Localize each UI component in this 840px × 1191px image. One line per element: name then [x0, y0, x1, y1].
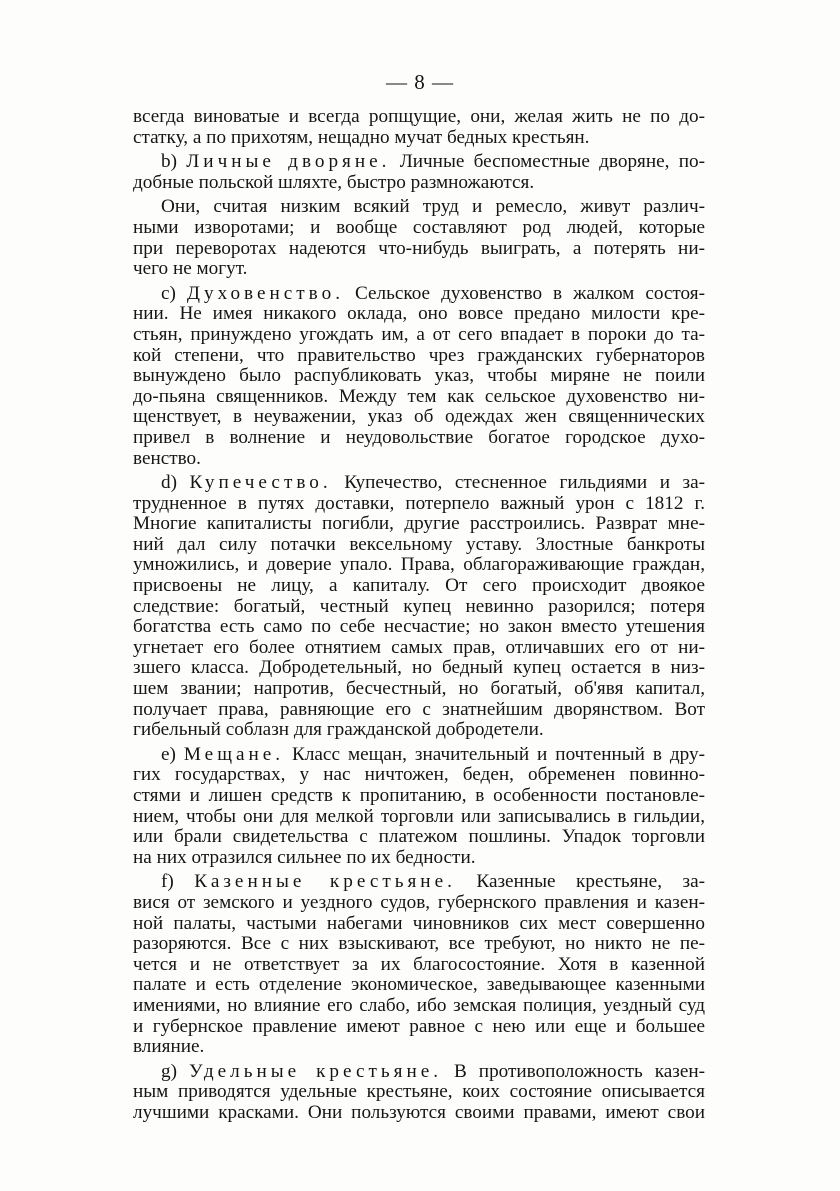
text-line: или брали свидетельства с платежом пошлины. Упадок торговли: [133, 827, 705, 848]
text-line: влияние.: [133, 1037, 205, 1058]
text-line: палате и есть отделение экономическое, заведывающее казенными: [133, 975, 705, 996]
section-text: Класс мещан, значительный и почтенный в дру-: [284, 744, 705, 765]
text-line: привел в волнение и неудовольствие богатое городское духо-: [133, 427, 705, 448]
section-heading: Купечество.: [189, 473, 332, 494]
text-line: лучшими красками. Они пользуются своими правами, имеют свои: [133, 1102, 705, 1123]
text-line: чется и не ответствует за их благосостояние. Хотя в казенной: [133, 954, 705, 975]
text-line: угнетает его более отнятием самых прав, отличавших его от ни-: [133, 637, 705, 658]
section-heading-line: [133, 1062, 705, 1083]
text-line: и губернское правление имеют равное с нею или еще и большее: [133, 1016, 705, 1037]
text-line: кой степени, что правительство чрез гражданских губернаторов: [133, 345, 705, 366]
text-line: ний дал силу потачки вексельному уставу. Злостные банкроты: [133, 534, 705, 555]
section-heading-line: [133, 152, 705, 173]
text-line: всегда виноватые и всегда ропщущие, они, желая жить не по до-: [133, 107, 705, 127]
section-text: Личные беспоместные дворяне, по-: [390, 152, 705, 173]
text-line: стями и лишен средств к пропитанию, в особенности постановле-: [133, 786, 705, 806]
text-line: до-пьяна священников. Между тем как сельское духовенство ни-: [133, 386, 705, 407]
section-text: В противоположность казен-: [442, 1061, 705, 1082]
text-line: следствие: богатый, честный купец невинно разорился; потеря: [133, 596, 705, 617]
text-line: гибельный соблазн для гражданской добродетели.: [133, 720, 544, 741]
text-line: богатства есть само по себе несчастие; но закон вместо утешения: [133, 617, 705, 638]
text-line: трудненное в путях доставки, потерпело важный урон с 1812 г.: [133, 493, 705, 514]
text-line: венство.: [133, 448, 201, 469]
text-line: Они, считая низким всякий труд и ремесло, живут различ-: [161, 197, 705, 218]
text-line: добные польской шляхте, быстро размножаются.: [133, 172, 535, 193]
page-number: — 8 —: [386, 70, 454, 94]
section-text: Купечество, стесненное гильдиями и за-: [331, 473, 705, 494]
section-letter: e): [161, 744, 184, 765]
text-line: разоряются. Все с них взыскивают, все требуют, но никто не пе-: [133, 934, 705, 955]
text-line: ной палаты, частыми набегами чиновников сих мест совершенно: [133, 913, 705, 934]
text-line: Многие капиталисты погибли, другие расстроились. Разврат мне-: [133, 514, 705, 535]
text-line: вися от земского и уездного судов, губернского правления и казен-: [133, 892, 705, 913]
text-line: чего не могут.: [133, 259, 248, 280]
text-line: ным приводятся удельные крестьяне, коих состояние описывается: [133, 1082, 705, 1103]
text-line: стьян, принуждено угождать им, а от сего впадает в пороки до та-: [133, 324, 705, 345]
text-line: вынуждено было распубликовать указ, чтобы миряне не поили: [133, 366, 705, 387]
text-line: умножились, и доверие упало. Права, облагораживающие граждан,: [133, 555, 705, 576]
section-text: Сельское духовенство в жалком состоя-: [344, 283, 705, 304]
text-line: ными изворотами; и вообще составляют род людей, которые: [133, 217, 705, 238]
section-heading-line: [133, 284, 705, 305]
text-line: на них отразился сильнее по их бедности.: [133, 847, 476, 868]
text-line: шем звании; напротив, бесчестный, но богатый, об'явя капитал,: [133, 679, 705, 700]
text-line: щенствует, в неуважении, указ об одеждах жен священнических: [133, 407, 705, 428]
text-line: присвоены не лицу, а капиталу. От сего происходит двоякое: [133, 576, 705, 597]
section-heading: Казенные крестьяне.: [194, 872, 456, 893]
text-line: гих государствах, у нас ничтожен, беден, обременен повинно-: [133, 765, 705, 786]
section-letter: g): [161, 1061, 189, 1082]
section-heading-line: [133, 872, 705, 893]
section-heading: Удельные крестьяне.: [188, 1061, 443, 1082]
text-line: при переворотах надеются что-нибудь выиграть, а потерять ни-: [133, 238, 705, 259]
section-heading: Мещане.: [183, 744, 285, 765]
section-heading-line: [133, 745, 705, 766]
text-line: статку, а по прихотям, нещадно мучат бедных крестьян.: [133, 127, 590, 148]
section-letter: b): [161, 152, 187, 173]
section-heading-line: [133, 473, 705, 494]
section-heading: Духовенство.: [186, 283, 344, 304]
section-letter: f): [161, 872, 195, 893]
section-letter: d): [161, 473, 190, 494]
body-text: [133, 107, 705, 1124]
text-line: нии. Не имея никакого оклада, оно вовсе предано милости кре-: [133, 304, 705, 325]
section-letter: c): [161, 283, 187, 304]
section-heading: Личные дворяне.: [186, 152, 391, 173]
text-line: имениями, но влияние его слабо, ибо земская полиция, уездный суд: [133, 995, 705, 1016]
text-line: нием, чтобы они для мелкой торговли или записывались в гильдии,: [133, 806, 705, 827]
section-text: Казенные крестьяне, за-: [455, 872, 705, 893]
text-line: получает права, равняющие его с знатнейшим дворянством. Вот: [133, 699, 705, 720]
text-line: зшего класса. Добродетельный, но бедный купец остается в низ-: [133, 658, 705, 679]
